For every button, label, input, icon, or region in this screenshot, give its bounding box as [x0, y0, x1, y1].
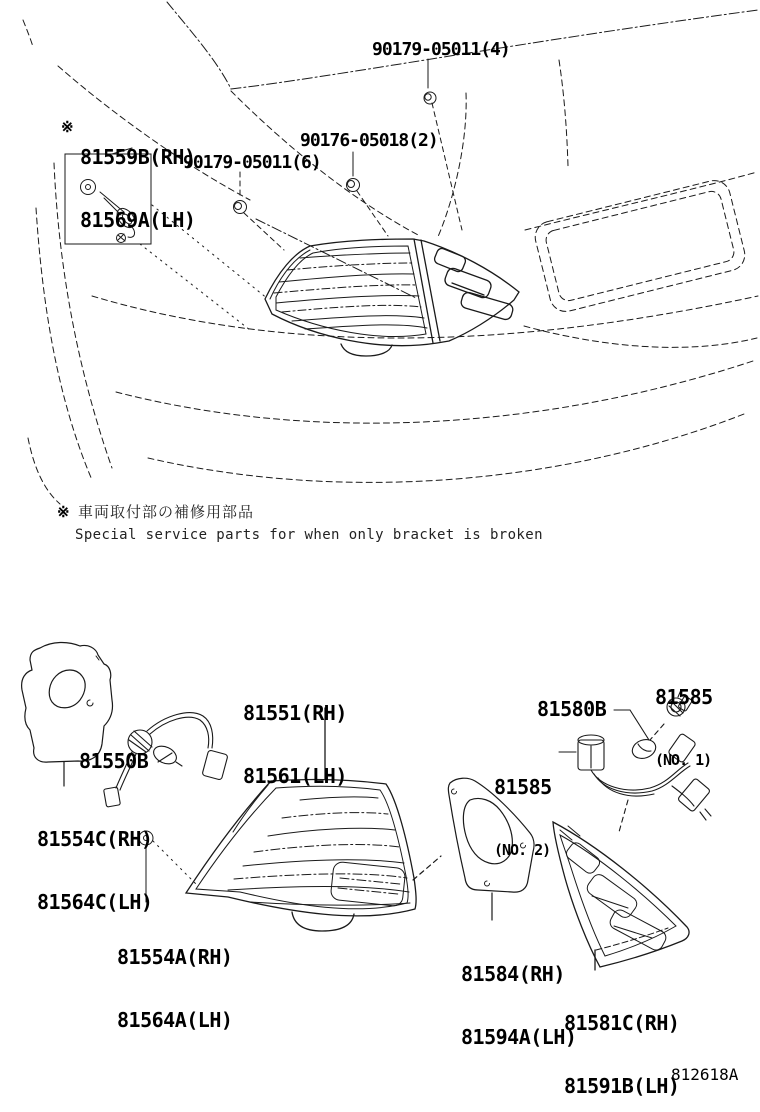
label-grommet-lh: 81564A(LH) [117, 1008, 233, 1032]
label-bulb-no2-position: (NO. 2) [494, 841, 551, 859]
label-bracket [80, 105, 195, 252]
label-cord-81550B: 81550B [79, 749, 149, 773]
label-bracket-lh: 81569A(LH) [80, 208, 196, 232]
label-inner-lamp-lh: 81591B(LH) [564, 1074, 680, 1098]
note-marker: ※ [57, 503, 70, 521]
outer-lamp-hatch [228, 797, 410, 905]
lamp-hatch-lines [274, 253, 427, 329]
label-protector-rh: 81554C(RH) [37, 827, 153, 851]
label-outer-lens-rh: 81551(RH) [243, 701, 347, 725]
license-plate-recess [532, 177, 748, 315]
label-outer-lens [243, 661, 347, 808]
label-protector-lh: 81564C(LH) [37, 890, 153, 914]
note-english: Special service parts for when only bracket is broken [75, 527, 543, 543]
label-outer-lens-lh: 81561(LH) [243, 764, 347, 788]
label-inner-lamp-rh: 81581C(RH) [564, 1011, 680, 1035]
label-gasket [461, 922, 576, 1069]
label-nut-90176-05018-2: 90176-05018(2) [300, 130, 438, 151]
asterisk-marker: ※ [61, 118, 74, 136]
label-bulb-no1-number: 81585 [655, 685, 713, 709]
label-grommet-rh: 81554A(RH) [117, 945, 233, 969]
label-bulb-no2 [494, 735, 552, 882]
label-bracket-rh: 81559B(RH) [80, 145, 196, 169]
figure-code: 812618A [671, 1065, 739, 1084]
label-bulb-no1 [655, 645, 713, 792]
label-bolt-90179-05011-6: 90179-05011(6) [183, 152, 321, 173]
label-bulb-no1-position: (NO. 1) [655, 751, 712, 769]
label-gasket-rh: 81584(RH) [461, 962, 565, 986]
label-socket-81580B: 81580B [537, 697, 607, 721]
label-bulb-no2-number: 81585 [494, 775, 552, 799]
note-japanese: 車両取付部の補修用部品 [78, 503, 255, 521]
label-gasket-lh: 81594A(LH) [461, 1025, 577, 1049]
label-inner-lamp [564, 971, 679, 1112]
fastener-bolt-left [234, 172, 285, 250]
fastener-nut-mid [347, 152, 389, 236]
label-bolt-90179-05011-4: 90179-05011(4) [372, 39, 510, 60]
label-grommet [117, 905, 232, 1052]
